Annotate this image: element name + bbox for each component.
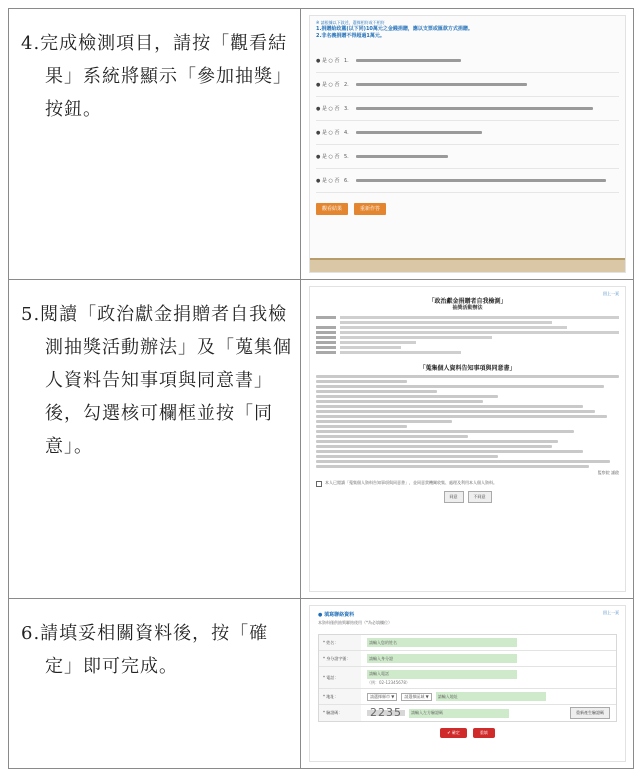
form-row-captcha [319,705,616,721]
quiz-question [316,169,619,193]
lottery-rules-title: 「政治獻金捐贈者自我檢測」 [428,298,507,305]
field-label: * 驗證碼： [319,705,361,721]
quiz-question [316,73,619,97]
contact-form [318,634,617,722]
consent-checkbox[interactable] [316,481,322,487]
back-link[interactable]: 回上一頁 [603,610,619,615]
step-text-cell [9,9,301,280]
yes-no-radio[interactable]: ● 是 ○ 否 [316,57,340,64]
privacy-notice-body [316,375,619,468]
quiz-question [316,97,619,121]
step-instruction: 4.完成檢測項目，請按「觀看結果」系統將顯示「參加抽獎」按鈕。 [21,33,292,120]
consent-screenshot [309,286,626,592]
reset-answer-button[interactable]: 重新作答 [354,203,386,215]
step-row-4 [9,9,634,280]
quiz-rule-1: 1.捐贈給政黨(以下同)10萬元之金錢捐贈，應以支票或匯款方式捐贈。 [316,26,473,32]
step-screenshot-cell [301,599,634,769]
name-input[interactable]: 請輸入您的姓名 [367,638,517,647]
id-input[interactable]: 請輸入身分證 [367,654,517,663]
consent-text: 本人已閱讀「蒐集個人資料告知事項與同意書」，並同意貴機關收集、處理及利用本人個人資料。 [325,480,497,485]
form-row-address [319,689,616,705]
quiz-question [316,145,619,169]
yes-no-radio[interactable]: ● 是 ○ 否 [316,81,340,88]
yes-no-radio[interactable]: ● 是 ○ 否 [316,129,340,136]
step-screenshot-cell [301,280,634,599]
quiz-instruction: ※ 請根據以下敘述，選擇相符或不相符 [316,20,385,25]
reset-button[interactable]: 重填 [473,728,495,738]
quiz-screenshot [309,15,626,273]
form-title: ● 填寫聯絡資料 [318,612,355,618]
quiz-question-list [316,49,619,193]
step-instruction: 6.請填妥相關資料後，按「確定」即可完成。 [21,623,269,677]
district-select[interactable]: 請選擇區域 ▼ [401,693,431,701]
yes-no-radio[interactable]: ● 是 ○ 否 [316,177,340,184]
chevron-down-icon: ▼ [391,693,395,699]
field-label: * 電話： [319,667,361,688]
question-number: 3. [344,105,349,112]
steps-table [8,8,634,769]
contact-form-screenshot [309,605,626,762]
county-select[interactable]: 請選擇縣市 ▼ [367,693,397,701]
question-number: 2. [344,81,349,88]
instruction-page [8,8,633,765]
quiz-question [316,49,619,73]
question-number: 4. [344,129,349,136]
phone-hint: （例：02-12345678） [367,679,410,685]
field-label: * 地址： [319,689,361,704]
form-row-name [319,635,616,651]
chevron-down-icon: ▼ [425,693,429,699]
quiz-question [316,121,619,145]
captcha-input[interactable]: 請輸入左方驗證碼 [409,709,509,718]
step-text-cell [9,280,301,599]
form-row-id [319,651,616,667]
step-instruction: 5.閱讀「政治獻金捐贈者自我檢測抽獎活動辦法」及「蒐集個人資料告知事項與同意書」後，勾選核可欄框並按「同意」。 [21,304,292,457]
field-label: * 姓名： [319,635,361,650]
lottery-rules-table [316,315,619,354]
signature-note: 監察院 謹啟 [597,470,619,475]
yes-no-radio[interactable]: ● 是 ○ 否 [316,105,340,112]
step-text-cell [9,599,301,769]
yes-no-radio[interactable]: ● 是 ○ 否 [316,153,340,160]
check-icon: ✔ [447,730,452,735]
quiz-rule-2: 2.非名義捐贈不得超過1萬元。 [316,33,385,39]
privacy-notice-title: 「蒐集個人資料告知事項與同意書」 [419,365,516,372]
question-number: 5. [344,153,349,160]
step-row-5 [9,280,634,599]
step-screenshot-cell [301,9,634,280]
phone-input[interactable]: 請輸入電話 [367,670,517,679]
disagree-button[interactable]: 不同意 [468,491,492,503]
confirm-button[interactable]: ✔ 確定 [440,728,467,738]
captcha-image: 2235 [367,710,405,716]
refresh-captcha-button[interactable]: 重新產生驗證碼 [570,707,610,719]
field-label: * 身分證字號： [319,651,361,666]
form-subtitle: 本資料僅供抽獎聯絡使用（*為必填欄位） [318,620,392,625]
question-number: 6. [344,177,349,184]
step-row-6 [9,599,634,769]
page-footer-bar [310,258,625,272]
lottery-rules-subtitle: 抽獎活動辦法 [452,305,483,311]
question-number: 1. [344,57,349,64]
view-result-button[interactable]: 觀看結果 [316,203,348,215]
agree-button[interactable]: 同意 [444,491,464,503]
address-input[interactable]: 請輸入地址 [436,692,546,701]
back-link[interactable]: 回上一頁 [603,291,619,296]
consent-checkbox-row [316,480,619,487]
form-row-phone [319,667,616,689]
